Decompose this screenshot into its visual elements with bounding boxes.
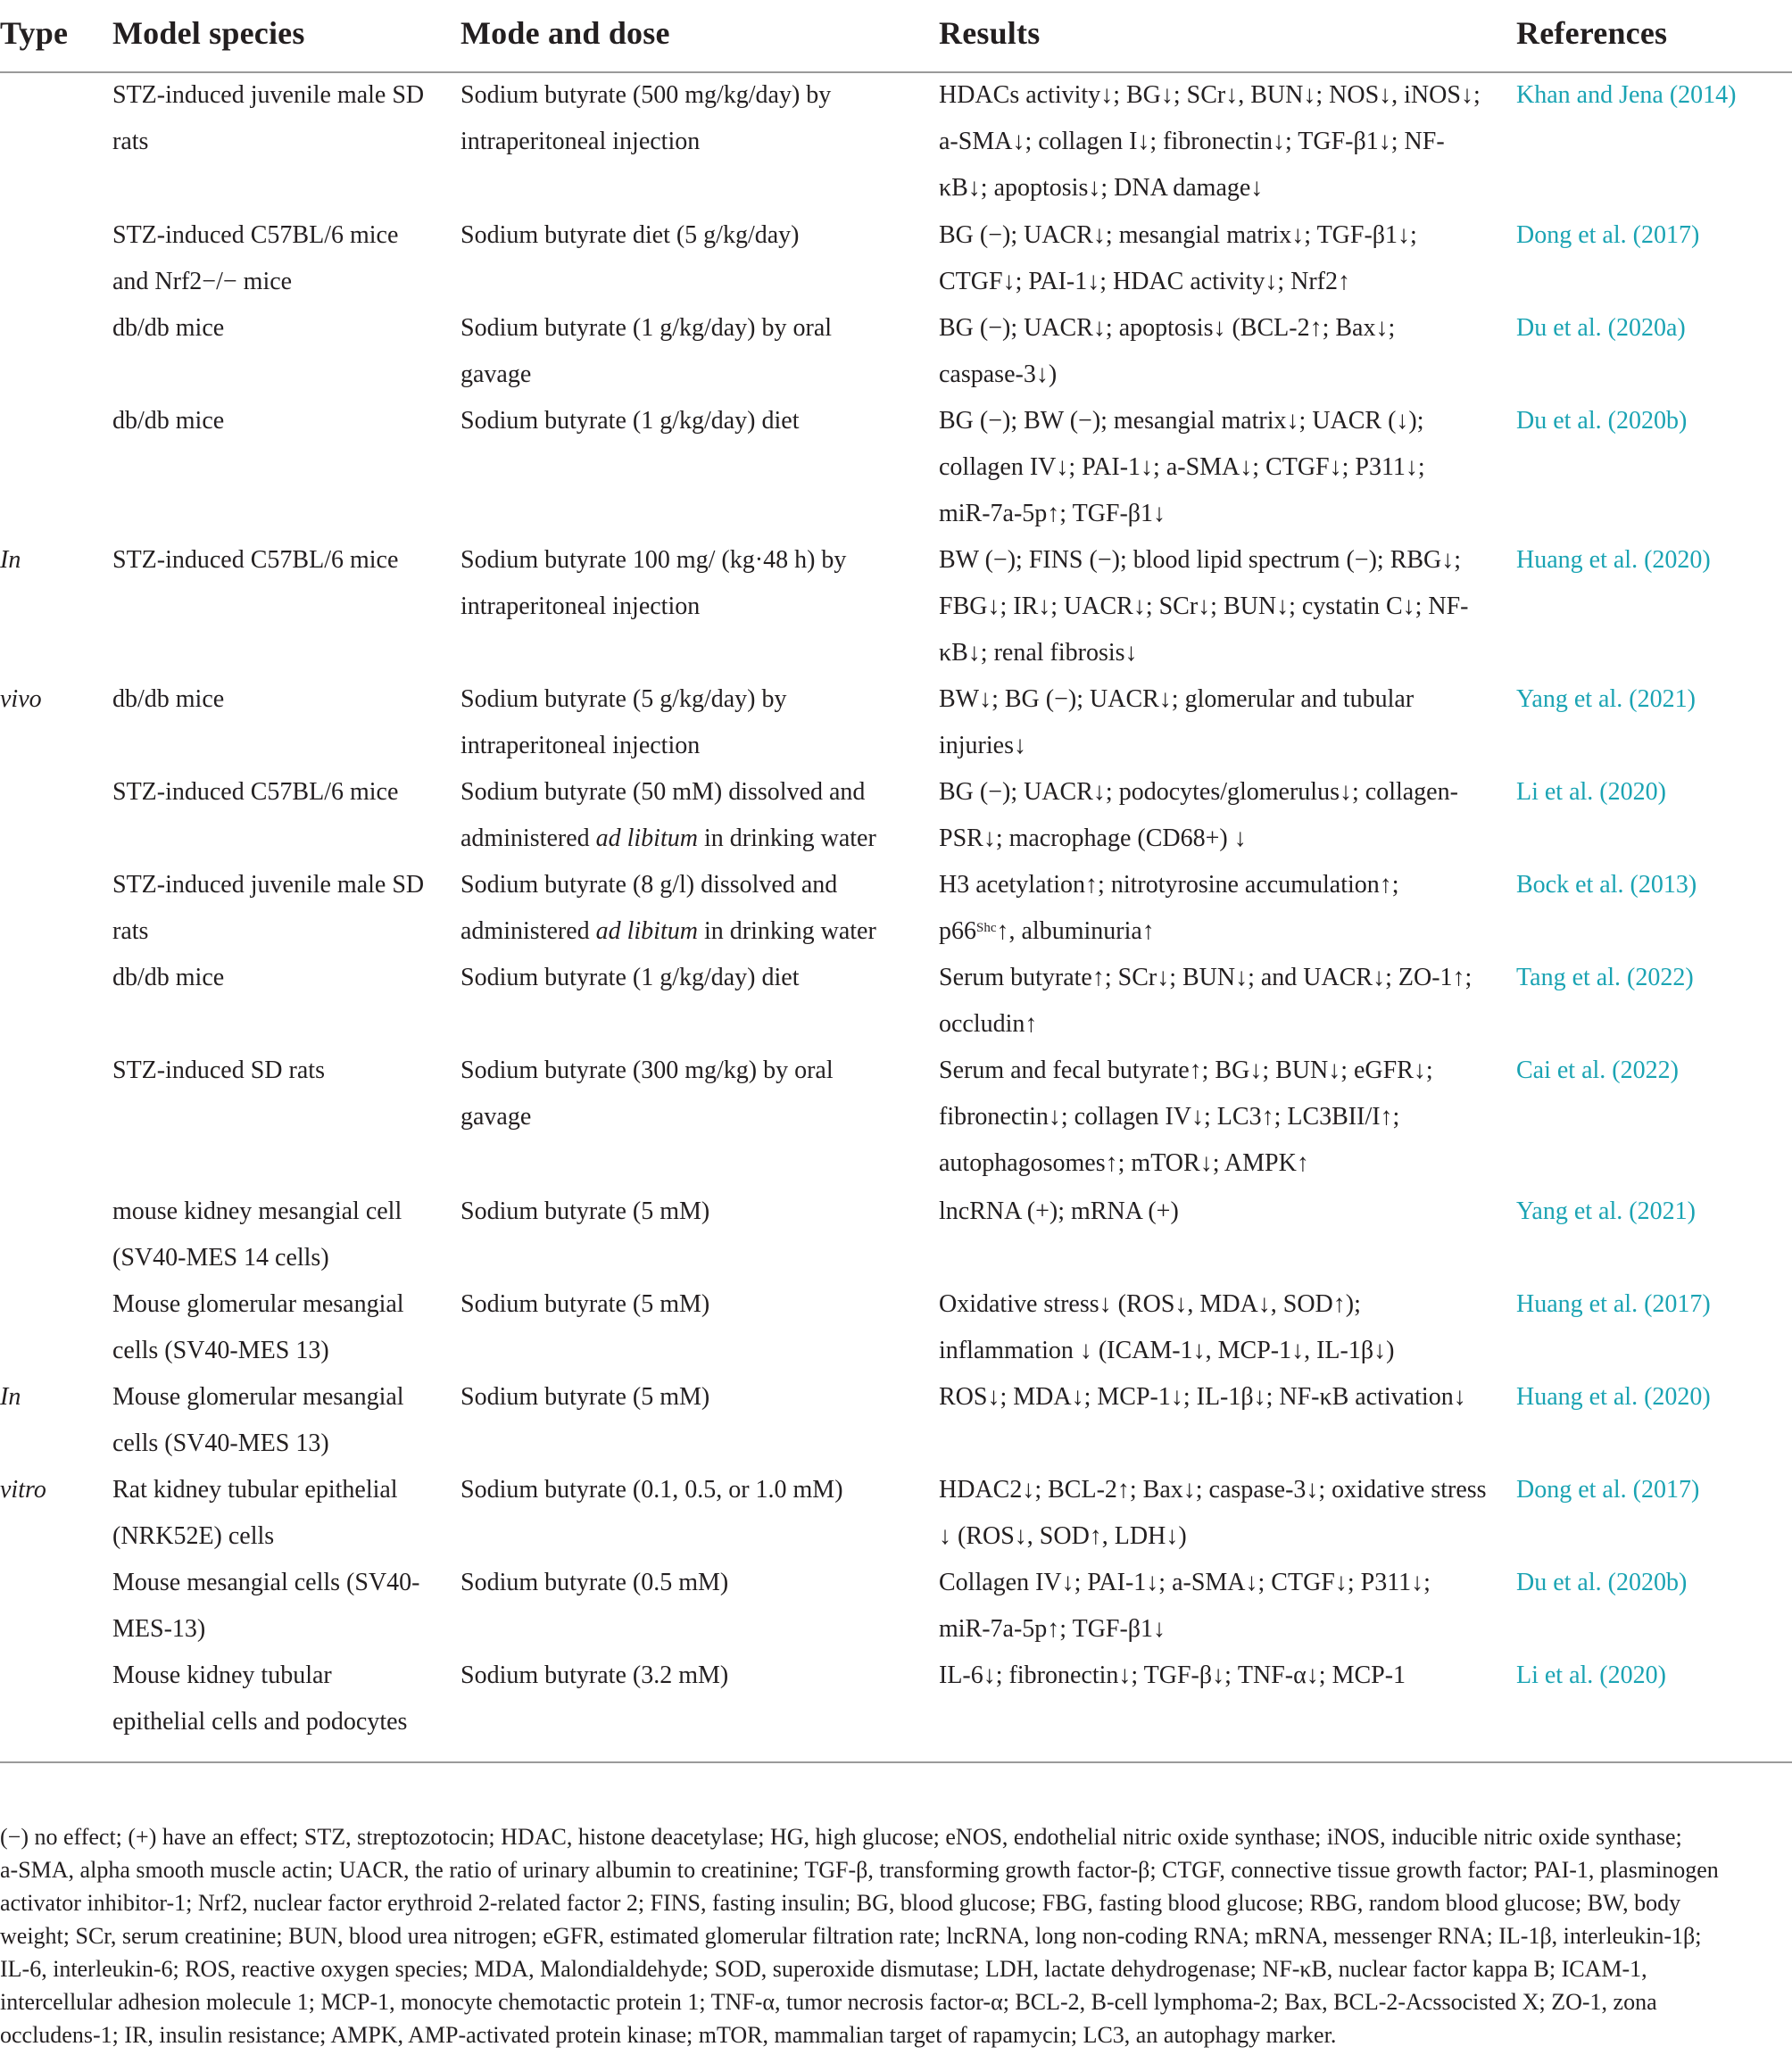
results-cell: [939, 72, 1501, 211]
dose-line: Sodium butyrate (0.5 mM): [460, 1569, 729, 1596]
reference-link[interactable]: Yang et al. (2021): [1516, 1197, 1696, 1225]
species-cell: [112, 955, 443, 1001]
species-cell: [112, 305, 443, 352]
species-line: Mouse glomerular mesangial: [112, 1383, 404, 1411]
species-line: (SV40-MES 14 cells): [112, 1244, 329, 1272]
species-line: STZ-induced C57BL/6 mice: [112, 546, 399, 574]
dose-line: Sodium butyrate (3.2 mM): [460, 1661, 729, 1689]
results-line: ↓ (ROS↓, SOD↑, LDH↓): [939, 1522, 1187, 1550]
results-line: Serum and fecal butyrate↑; BG↓; BUN↓; eGFR↓;: [939, 1057, 1433, 1084]
results-cell: [939, 769, 1501, 862]
type-label-in-vitro-2: vitro: [0, 1476, 46, 1504]
reference-link[interactable]: Cai et al. (2022): [1516, 1057, 1679, 1084]
results-line: fibronectin↓; collagen IV↓; LC3↑; LC3BII/I↑;: [939, 1103, 1400, 1131]
results-line: collagen IV↓; PAI-1↓; a-SMA↓; CTGF↓; P311↓;: [939, 453, 1425, 481]
header-model-species: Model species: [112, 15, 305, 51]
dose-line: Sodium butyrate (1 g/kg/day) diet: [460, 407, 800, 435]
results-cell: [939, 955, 1501, 1048]
table-footnote: [0, 1820, 1792, 2051]
results-cell: [939, 676, 1501, 769]
species-cell: [112, 1048, 443, 1094]
dose-line: Sodium butyrate (5 mM): [460, 1290, 710, 1318]
reference-link[interactable]: Li et al. (2020): [1516, 778, 1666, 806]
dose-cell: [460, 1048, 911, 1140]
results-line: HDACs activity↓; BG↓; SCr↓, BUN↓; NOS↓, iNOS↓;: [939, 81, 1481, 109]
reference-link[interactable]: Dong et al. (2017): [1516, 1476, 1700, 1504]
results-line: ROS↓; MDA↓; MCP-1↓; IL-1β↓; NF-κB activation↓: [939, 1383, 1466, 1411]
reference-link[interactable]: Yang et al. (2021): [1516, 685, 1696, 713]
reference-link[interactable]: Du et al. (2020a): [1516, 314, 1686, 342]
dose-line: Sodium butyrate (1 g/kg/day) by oral: [460, 314, 833, 342]
dose-line: intraperitoneal injection: [460, 732, 701, 759]
species-line: STZ-induced juvenile male SD: [112, 81, 425, 109]
dose-line: Sodium butyrate (8 g/l) dissolved and: [460, 871, 838, 899]
dose-italic: ad libitum: [595, 917, 698, 945]
results-line: BW (−); FINS (−); blood lipid spectrum (−); RBG↓;: [939, 546, 1462, 574]
results-line: PSR↓; macrophage (CD68+) ↓: [939, 824, 1247, 852]
dose-cell: [460, 1560, 911, 1606]
type-label-in-vivo-1: In: [0, 546, 21, 574]
species-cell: [112, 769, 443, 816]
footnote-line: (−) no effect; (+) have an effect; STZ, streptozotocin; HDAC, histone deacetylase; HG, high glucose; eNOS, endothelial nitric oxide synthase; iNOS, inducible nitric oxide synthase;: [0, 1824, 1682, 1850]
results-cell: [939, 398, 1501, 537]
results-cell: [939, 1374, 1501, 1421]
results-line: κB↓; renal fibrosis↓: [939, 639, 1138, 667]
species-cell: [112, 1189, 443, 1281]
results-line: κB↓; apoptosis↓; DNA damage↓: [939, 174, 1264, 202]
dose-line: Sodium butyrate diet (5 g/kg/day): [460, 221, 800, 249]
dose-italic: ad libitum: [595, 824, 698, 852]
dose-line: gavage: [460, 1103, 532, 1131]
results-line: Serum butyrate↑; SCr↓; BUN↓; and UACR↓; ZO-1↑;: [939, 964, 1473, 991]
species-line: db/db mice: [112, 964, 225, 991]
results-line: FBG↓; IR↓; UACR↓; SCr↓; BUN↓; cystatin C↓; NF-: [939, 592, 1469, 620]
dose-cell: [460, 212, 911, 259]
reference-link[interactable]: Huang et al. (2020): [1516, 546, 1711, 574]
results-line: H3 acetylation↑; nitrotyrosine accumulation↑;: [939, 871, 1399, 899]
results-line: BG (−); UACR↓; apoptosis↓ (BCL-2↑; Bax↓;: [939, 314, 1396, 342]
header-type: Type: [0, 15, 69, 51]
dose-cell: [460, 676, 911, 769]
results-line: caspase-3↓): [939, 360, 1058, 388]
header-mode-and-dose: Mode and dose: [460, 15, 670, 51]
footnote-line: intercellular adhesion molecule 1; MCP-1, monocyte chemotactic protein 1; TNF-α, tumor necrosis factor-α; BCL-2, B-cell lymphoma-2; Bax, BCL-2-Acssocisted X; ZO-1, zona: [0, 1989, 1657, 2015]
dose-cell: [460, 1653, 911, 1699]
species-cell: [112, 1374, 443, 1467]
species-line: db/db mice: [112, 407, 225, 435]
dose-cell: [460, 398, 911, 444]
type-label-in-vitro-1: In: [0, 1383, 21, 1411]
header-references: References: [1516, 15, 1668, 51]
results-line: inflammation ↓ (ICAM-1↓, MCP-1↓, IL-1β↓): [939, 1337, 1395, 1364]
reference-link[interactable]: Bock et al. (2013): [1516, 871, 1697, 899]
dose-cell: [460, 305, 911, 398]
species-line: Mouse kidney tubular: [112, 1661, 332, 1689]
results-line: Collagen IV↓; PAI-1↓; a-SMA↓; CTGF↓; P311↓;: [939, 1569, 1431, 1596]
species-cell: [112, 72, 443, 165]
table-header: [0, 0, 1792, 71]
dose-line: in drinking water: [703, 824, 876, 852]
results-line: Oxidative stress↓ (ROS↓, MDA↓, SOD↑);: [939, 1290, 1361, 1318]
dose-line: Sodium butyrate (5 mM): [460, 1383, 710, 1411]
species-line: rats: [112, 128, 149, 155]
footnote-line: activator inhibitor-1; Nrf2, nuclear factor erythroid 2-related factor 2; FINS, fasting insulin; BG, blood glucose; FBG, fasting blood glucose; RBG, random blood glucose; BW, body: [0, 1890, 1681, 1916]
results-line: BG (−); UACR↓; podocytes/glomerulus↓; collagen-: [939, 778, 1458, 806]
dose-line: Sodium butyrate (5 mM): [460, 1197, 710, 1225]
dose-cell: [460, 862, 911, 955]
results-line: occludin↑: [939, 1010, 1038, 1038]
dose-line: intraperitoneal injection: [460, 592, 701, 620]
results-cell: [939, 537, 1501, 676]
results-line: miR-7a-5p↑; TGF-β1↓: [939, 1615, 1166, 1643]
results-cell: [939, 305, 1501, 398]
species-cell: [112, 537, 443, 584]
dose-line: Sodium butyrate (5 g/kg/day) by: [460, 685, 787, 713]
species-line: STZ-induced C57BL/6 mice: [112, 778, 399, 806]
species-line: and Nrf2−/− mice: [112, 268, 293, 295]
dose-cell: [460, 537, 911, 630]
results-cell: [939, 1467, 1501, 1560]
results-cell: [939, 1653, 1501, 1699]
header-results: Results: [939, 15, 1041, 51]
results-cell: [939, 862, 1501, 955]
species-line: cells (SV40-MES 13): [112, 1429, 329, 1457]
dose-line: Sodium butyrate (500 mg/kg/day) by: [460, 81, 832, 109]
species-line: mouse kidney mesangial cell: [112, 1197, 402, 1225]
results-line: BG (−); BW (−); mesangial matrix↓; UACR (↓);: [939, 407, 1424, 435]
results-cell: [939, 1048, 1501, 1187]
results-line: p66: [939, 917, 976, 945]
table-bottom-rule: [0, 1761, 1792, 1763]
results-line: a-SMA↓; collagen I↓; fibronectin↓; TGF-β1↓; NF-: [939, 128, 1445, 155]
species-line: epithelial cells and podocytes: [112, 1708, 408, 1736]
dose-cell: [460, 72, 911, 165]
species-line: db/db mice: [112, 685, 225, 713]
species-line: (NRK52E) cells: [112, 1522, 275, 1550]
footnote-line: a-SMA, alpha smooth muscle actin; UACR, the ratio of urinary albumin to creatinine; TGF-β, transforming growth factor-β; CTGF, connective tissue growth factor; PAI-1, plasminogen: [0, 1857, 1719, 1883]
results-superscript: Shc: [976, 921, 997, 935]
species-cell: [112, 1560, 443, 1653]
reference-link[interactable]: Dong et al. (2017): [1516, 221, 1700, 249]
dose-line: Sodium butyrate (50 mM) dissolved and: [460, 778, 866, 806]
species-line: Mouse mesangial cells (SV40-: [112, 1569, 420, 1596]
reference-link[interactable]: Du et al. (2020b): [1516, 407, 1688, 435]
dose-cell: [460, 1281, 911, 1328]
reference-link[interactable]: Khan and Jena (2014): [1516, 81, 1737, 109]
results-line: ↑, albuminuria↑: [996, 917, 1155, 945]
results-line: miR-7a-5p↑; TGF-β1↓: [939, 500, 1166, 527]
dose-line: gavage: [460, 360, 532, 388]
species-line: MES-13): [112, 1615, 206, 1643]
dose-line: Sodium butyrate (0.1, 0.5, or 1.0 mM): [460, 1476, 843, 1504]
dose-line: Sodium butyrate 100 mg/ (kg·48 h) by: [460, 546, 847, 574]
species-line: STZ-induced SD rats: [112, 1057, 325, 1084]
dose-line: administered: [460, 917, 590, 945]
results-line: CTGF↓; PAI-1↓; HDAC activity↓; Nrf2↑: [939, 268, 1350, 295]
results-line: lncRNA (+); mRNA (+): [939, 1197, 1179, 1225]
species-line: STZ-induced C57BL/6 mice: [112, 221, 399, 249]
reference-link[interactable]: Huang et al. (2020): [1516, 1383, 1711, 1411]
species-line: db/db mice: [112, 314, 225, 342]
dose-line: Sodium butyrate (300 mg/kg) by oral: [460, 1057, 834, 1084]
species-cell: [112, 862, 443, 955]
species-line: Mouse glomerular mesangial: [112, 1290, 404, 1318]
reference-link[interactable]: Huang et al. (2017): [1516, 1290, 1711, 1318]
dose-line: intraperitoneal injection: [460, 128, 701, 155]
species-cell: [112, 1653, 443, 1745]
footnote-line: IL-6, interleukin-6; ROS, reactive oxygen species; MDA, Malondialdehyde; SOD, superoxide dismutase; LDH, lactate dehydrogenase; NF-κB, nuclear factor kappa B; ICAM-1,: [0, 1956, 1647, 1982]
species-cell: [112, 212, 443, 305]
results-line: BW↓; BG (−); UACR↓; glomerular and tubular: [939, 685, 1415, 713]
dose-cell: [460, 769, 911, 862]
species-cell: [112, 1467, 443, 1560]
results-cell: [939, 1560, 1501, 1653]
species-line: Rat kidney tubular epithelial: [112, 1476, 398, 1504]
results-line: autophagosomes↑; mTOR↓; AMPK↑: [939, 1149, 1309, 1177]
results-line: IL-6↓; fibronectin↓; TGF-β↓; TNF-α↓; MCP-1: [939, 1661, 1406, 1689]
species-line: cells (SV40-MES 13): [112, 1337, 329, 1364]
footnote-line: weight; SCr, serum creatinine; BUN, blood urea nitrogen; eGFR, estimated glomerular filtration rate; lncRNA, long non-coding RNA; mRNA, messenger RNA; IL-1β, interleukin-1β;: [0, 1923, 1702, 1949]
results-cell: [939, 1189, 1501, 1235]
species-cell: [112, 1281, 443, 1374]
reference-link[interactable]: Li et al. (2020): [1516, 1661, 1666, 1689]
reference-link[interactable]: Du et al. (2020b): [1516, 1569, 1688, 1596]
results-line: HDAC2↓; BCL-2↑; Bax↓; caspase-3↓; oxidative stress: [939, 1476, 1487, 1504]
dose-cell: [460, 1189, 911, 1235]
dose-cell: [460, 955, 911, 1001]
dose-cell: [460, 1374, 911, 1421]
results-cell: [939, 1281, 1501, 1374]
species-cell: [112, 398, 443, 444]
dose-line: Sodium butyrate (1 g/kg/day) diet: [460, 964, 800, 991]
dose-line: in drinking water: [703, 917, 876, 945]
dose-cell: [460, 1467, 911, 1513]
species-cell: [112, 676, 443, 723]
species-line: STZ-induced juvenile male SD: [112, 871, 425, 899]
type-label-in-vivo-2: vivo: [0, 685, 42, 713]
results-line: injuries↓: [939, 732, 1026, 759]
results-cell: [939, 212, 1501, 305]
reference-link[interactable]: Tang et al. (2022): [1516, 964, 1694, 991]
species-line: rats: [112, 917, 149, 945]
dose-line: administered: [460, 824, 590, 852]
footnote-line: occludens-1; IR, insulin resistance; AMPK, AMP-activated protein kinase; mTOR, mammalian target of rapamycin; LC3, an autophagy marker.: [0, 2022, 1337, 2048]
results-line: BG (−); UACR↓; mesangial matrix↓; TGF-β1↓;: [939, 221, 1417, 249]
